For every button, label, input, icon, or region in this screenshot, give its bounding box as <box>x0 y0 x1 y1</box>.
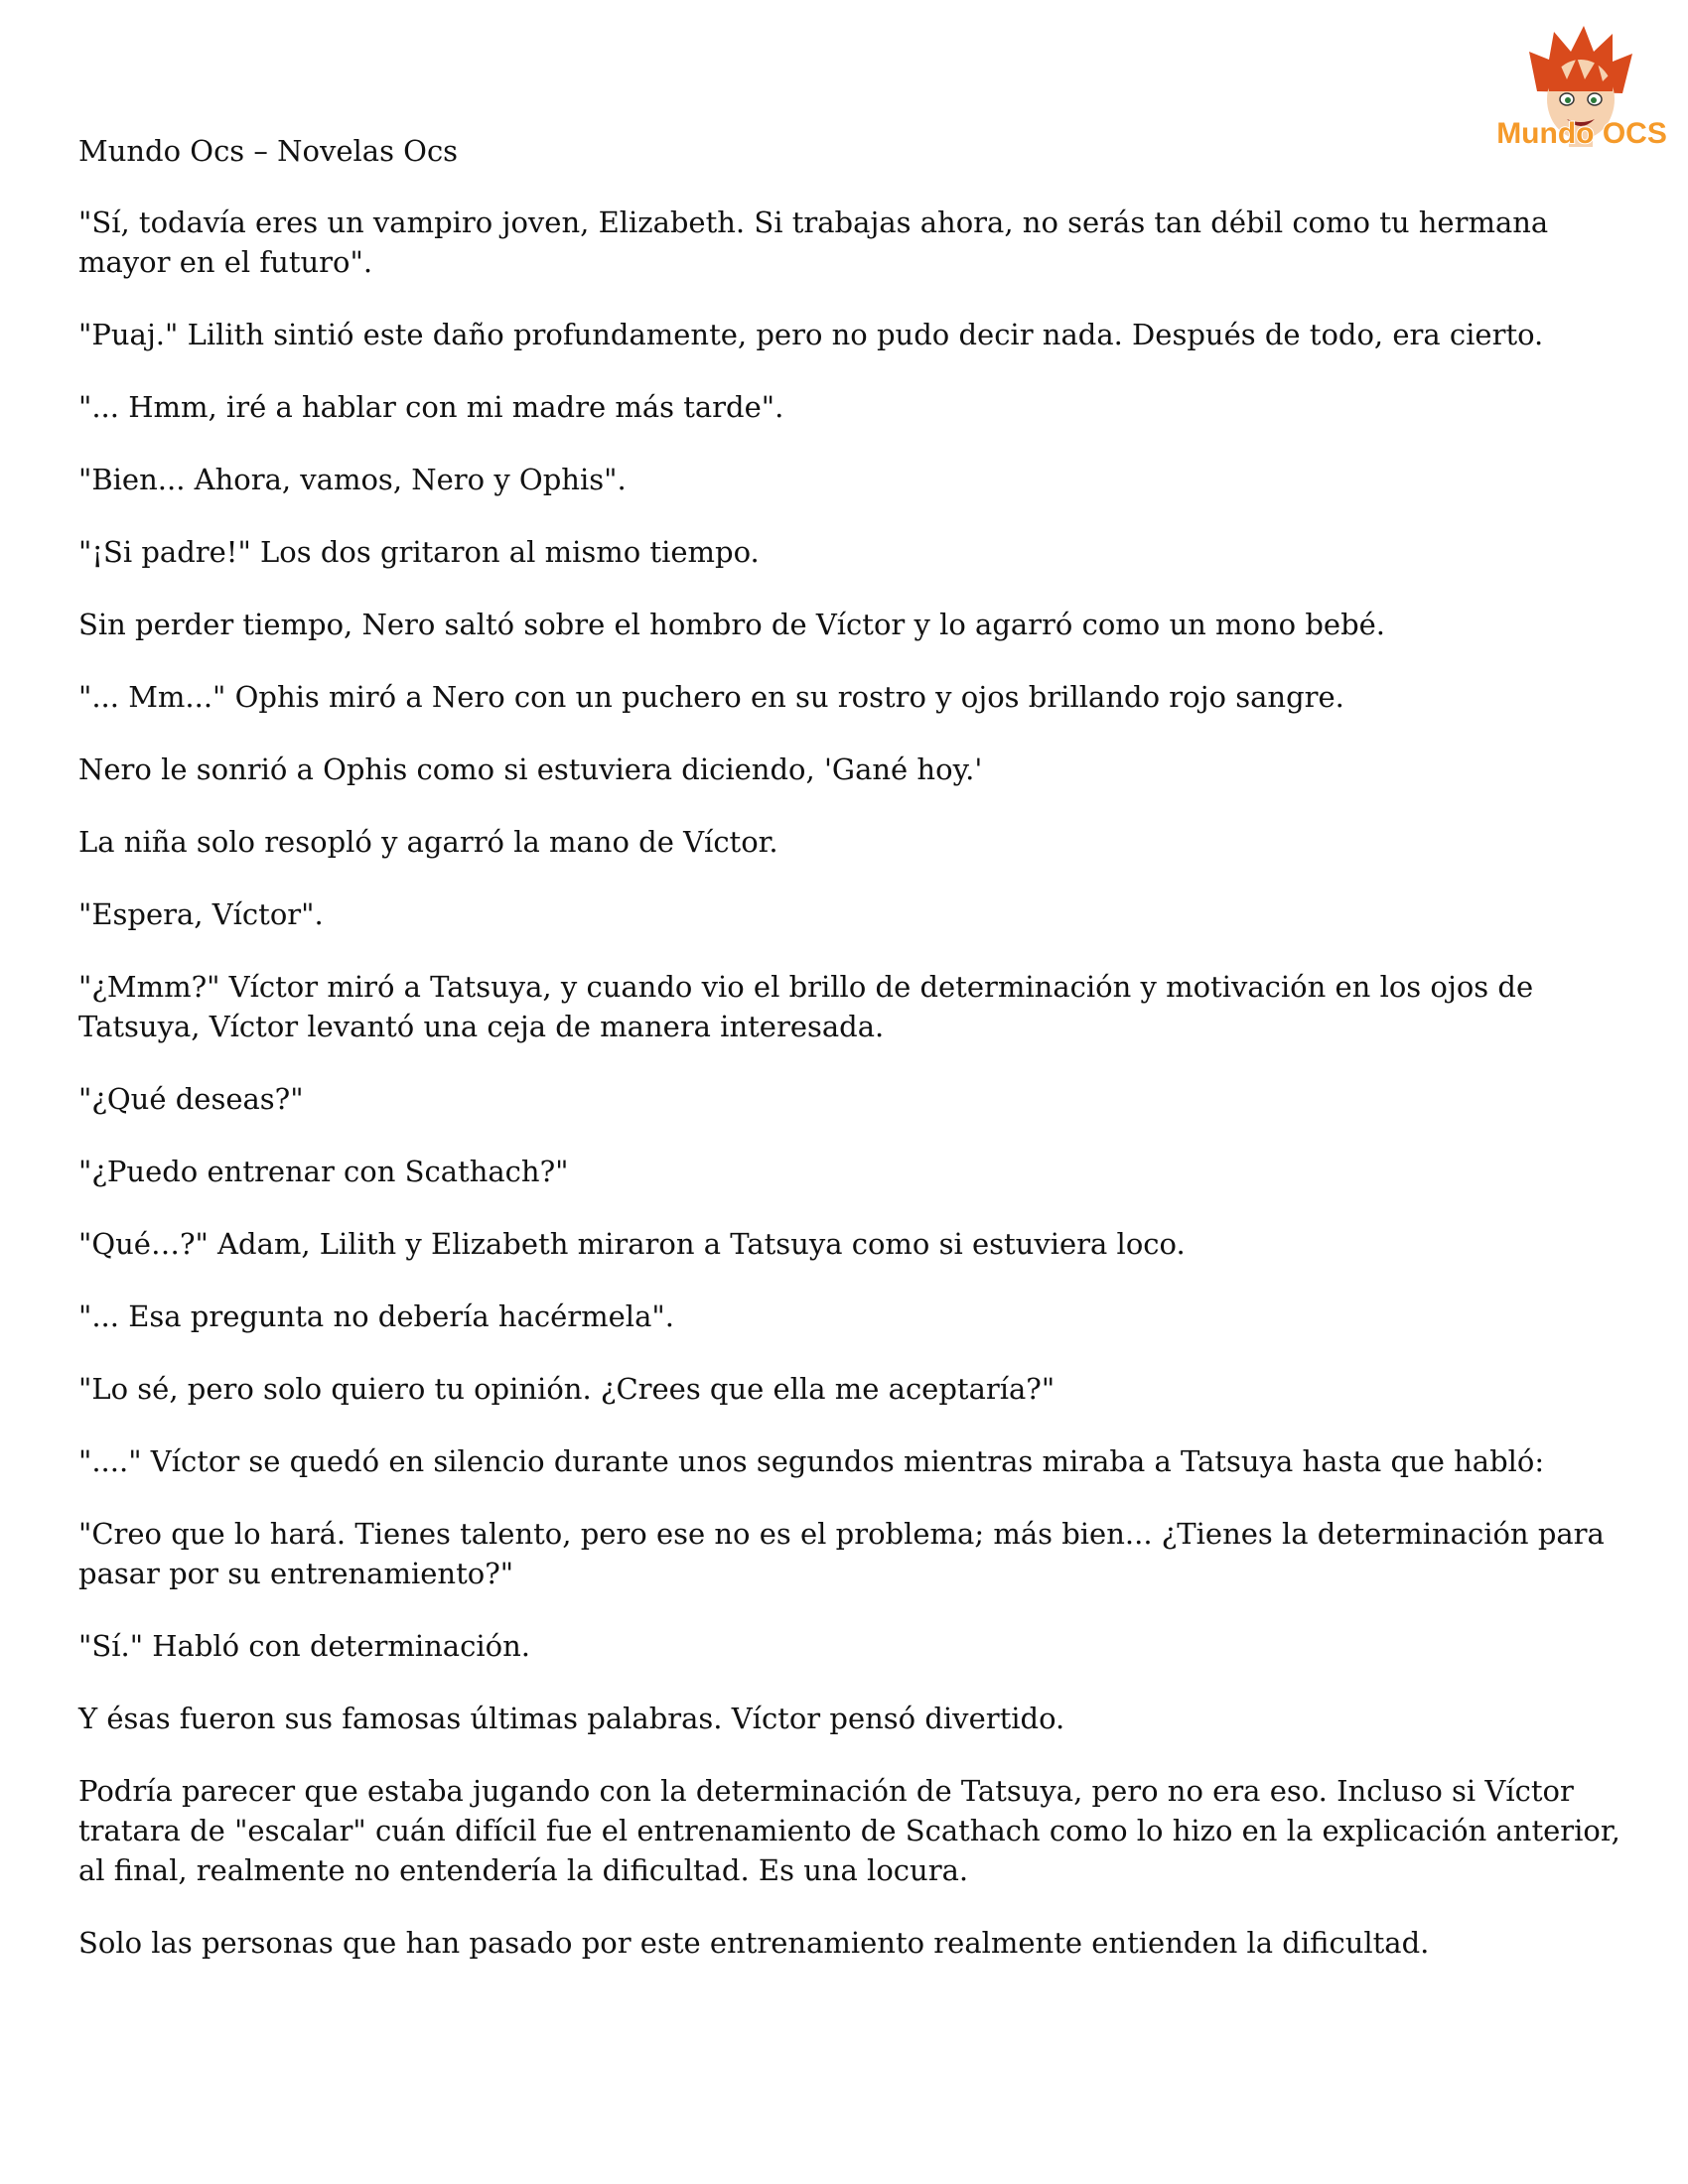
paragraph: "Lo sé, pero solo quiero tu opinión. ¿Crees que ella me aceptaría?" <box>78 1372 1055 1406</box>
paragraph: "¡Si padre!" Los dos gritaron al mismo tiempo. <box>78 535 760 569</box>
paragraph: "...." Víctor se quedó en silencio durante unos segundos mientras miraba a Tatsuya hasta que habló: <box>78 1444 1545 1478</box>
paragraph: "... Mm..." Ophis miró a Nero con un puchero en su rostro y ojos brillando rojo sangre. <box>78 680 1344 714</box>
paragraph: Nero le sonrió a Ophis como si estuviera diciendo, 'Gané hoy.' <box>78 752 983 786</box>
paragraph: La niña solo resopló y agarró la mano de Víctor. <box>78 825 778 859</box>
paragraph: "Bien... Ahora, vamos, Nero y Ophis". <box>78 463 627 496</box>
paragraph: "¿Puedo entrenar con Scathach?" <box>78 1155 569 1188</box>
page-header: Mundo Ocs – Novelas Ocs <box>78 134 459 168</box>
paragraph: "¿Mmm?" Víctor miró a Tatsuya, y cuando vio el brillo de determinación y motivación en los ojos de Tatsuya, Víctor levantó una ceja de manera interesada. <box>78 970 1534 1043</box>
paragraph: "... Hmm, iré a hablar con mi madre más tarde". <box>78 390 784 424</box>
paragraph: "Espera, Víctor". <box>78 897 324 931</box>
paragraph: "Sí." Habló con determinación. <box>78 1629 530 1663</box>
paragraph: "Puaj." Lilith sintió este daño profundamente, pero no pudo decir nada. Después de todo, era cierto. <box>78 318 1544 351</box>
paragraph: Y ésas fueron sus famosas últimas palabras. Víctor pensó divertido. <box>78 1702 1065 1735</box>
paragraph: "Qué…?" Adam, Lilith y Elizabeth miraron a Tatsuya como si estuviera loco. <box>78 1227 1186 1261</box>
paragraph: "... Esa pregunta no debería hacérmela". <box>78 1299 674 1333</box>
paragraph: Sin perder tiempo, Nero saltó sobre el hombro de Víctor y lo agarró como un mono bebé. <box>78 608 1386 641</box>
paragraph: "Sí, todavía eres un vampiro joven, Elizabeth. Si trabajas ahora, no serás tan débil como tu hermana mayor en el futuro". <box>78 205 1549 279</box>
paragraph: Podría parecer que estaba jugando con la determinación de Tatsuya, pero no era eso. Incluso si Víctor tratara de "escalar" cuán difícil fue el entrenamiento de Scathach como lo hizo en la explicación anterior, al final, realmente no entendería la dificultad. Es una locura. <box>78 1774 1620 1887</box>
paragraph: "Creo que lo hará. Tienes talento, pero ese no es el problema; más bien... ¿Tienes la determinación para pasar por su entrenamiento?" <box>78 1517 1605 1590</box>
document-page <box>78 131 1627 1995</box>
logo-wordmark: Mundo OCS <box>1496 117 1667 150</box>
paragraph: "¿Qué deseas?" <box>78 1082 304 1116</box>
paragraph: Solo las personas que han pasado por este entrenamiento realmente entienden la dificultad. <box>78 1926 1430 1960</box>
